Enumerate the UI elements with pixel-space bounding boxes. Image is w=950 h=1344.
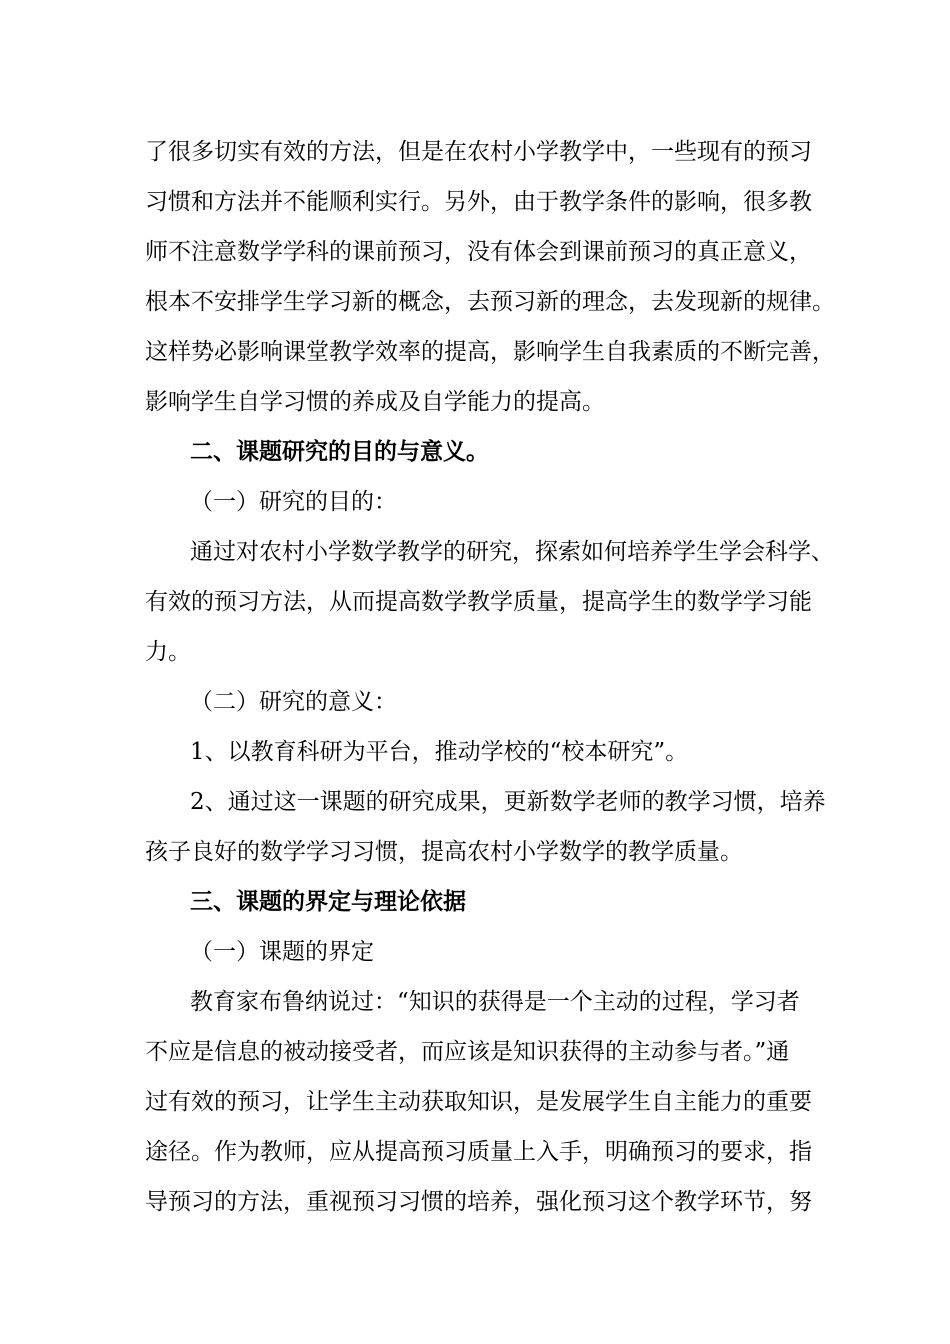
paragraph-line: 通过对农村小学数学教学的研究，探索如何培养学生学会科学、 [190,539,834,565]
paragraph-line: 影响学生自学习惯的养成及自学能力的提高。 [145,389,605,415]
section-heading: 二、课题研究的目的与意义。 [190,438,489,465]
subsection-heading: （一）研究的目的： [190,489,397,515]
paragraph-line: 导预习的方法，重视预习习惯的培养，强化预习这个教学环节，努 [145,1189,812,1215]
paragraph-line: 师不注意数学学科的课前预习，没有体会到课前预习的真正意义， [145,239,812,265]
paragraph-line: 途径。作为教师，应从提高预习质量上入手，明确预习的要求，指 [145,1139,812,1165]
paragraph-line: 力。 [145,639,191,665]
section-heading: 三、课题的界定与理论依据 [190,888,466,915]
list-item: 2、通过这一课题的研究成果，更新数学老师的教学习惯，培养 [190,789,826,815]
paragraph-line: 过有效的预习，让学生主动获取知识，是发展学生自主能力的重要 [145,1089,812,1115]
paragraph-line: 不应是信息的被动接受者，而应该是知识获得的主动参与者。”通 [145,1039,790,1065]
paragraph-line: 有效的预习方法，从而提高数学教学质量，提高学生的数学学习能 [145,589,812,615]
list-item: 1、以教育科研为平台，推动学校的“校本研究”。 [190,739,689,765]
paragraph-line: 了很多切实有效的方法，但是在农村小学教学中，一些现有的预习 [145,139,812,165]
paragraph-line: 这样势必影响课堂教学效率的提高，影响学生自我素质的不断完善， [145,339,835,365]
paragraph-line: 孩子良好的数学学习习惯，提高农村小学数学的教学质量。 [145,839,743,865]
subsection-heading: （二）研究的意义： [190,689,397,715]
subsection-heading: （一）课题的界定 [190,939,374,965]
paragraph-line: 教育家布鲁纳说过：“知识的获得是一个主动的过程，学习者 [190,989,800,1015]
paragraph-line: 习惯和方法并不能顺利实行。另外，由于教学条件的影响，很多教 [145,189,812,215]
paragraph-line: 根本不安排学生学习新的概念，去预习新的理念，去发现新的规律。 [145,289,835,315]
